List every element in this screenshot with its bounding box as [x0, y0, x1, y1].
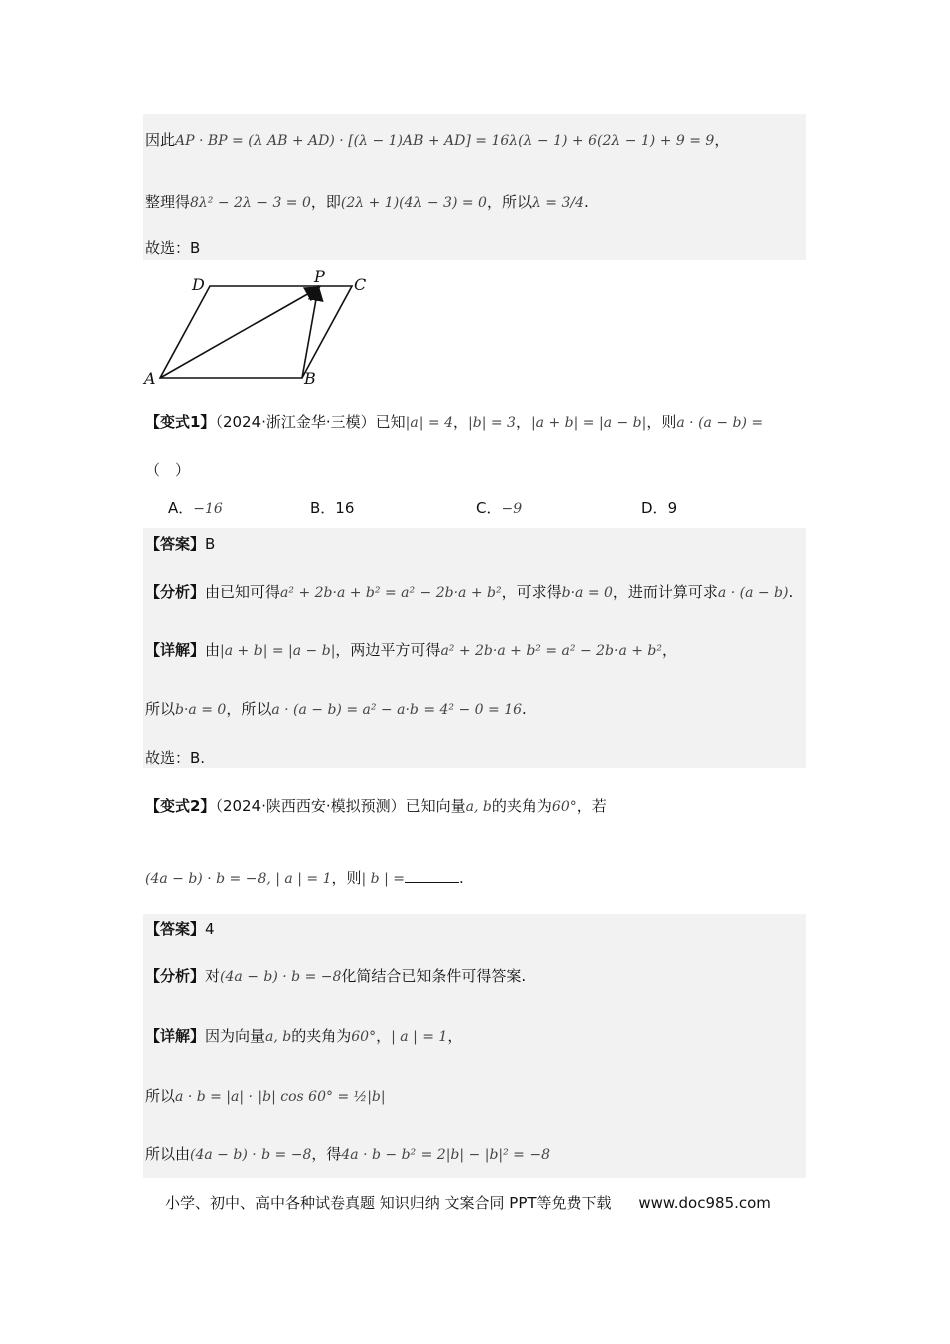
answer1-analysis: 【分析】由已知可得a² + 2b·a + b² = a² − 2b·a + b²，可求得b·a = 0，进而计算可求a · (a − b).	[145, 583, 794, 601]
answer1-line4: 所以b·a = 0，所以a · (a − b) = a² − a·b = 4² − 0 = 16.	[145, 700, 527, 718]
label-D: D	[192, 275, 205, 294]
solution-line-3: 故选：B	[145, 239, 201, 257]
option-C: C．−9	[476, 499, 523, 517]
math-formula: λ = 3/4	[531, 195, 585, 211]
answer2-line4: 所以a · b = |a| · |b| cos 60° = ½|b|	[145, 1087, 386, 1105]
answer2-line5: 所以由(4a − b) · b = −8，得4a · b − b² = 2|b| − |b|² = −8	[145, 1145, 551, 1163]
label-C: C	[354, 275, 367, 294]
solution-line-1: 因此AP · BP = (λ AB + AD) · [(λ − 1)AB + AD] = 16λ(λ − 1) + 6(2λ − 1) + 9 = 9，	[145, 131, 730, 149]
label-B: B	[304, 369, 316, 388]
variant1-paren: （ ）	[145, 461, 191, 479]
variant2-question-line1: 【变式2】（2024·陕西西安·模拟预测）已知向量a, b的夹角为60°，若	[145, 797, 607, 815]
answer1-answer: 【答案】B	[145, 535, 216, 553]
variant2-question-line2: (4a − b) · b = −8, | a | = 1，则| b | = .	[145, 869, 464, 887]
answer1-final: 故选：B.	[145, 749, 206, 767]
answer-blank[interactable]	[405, 868, 459, 883]
option-B: B．16	[310, 499, 355, 517]
solution-line-2: 整理得8λ² − 2λ − 3 = 0，即(2λ + 1)(4λ − 3) = 0，所以λ = 3/4.	[145, 193, 589, 211]
footer-text: 小学、初中、高中各种试卷真题 知识归纳 文案合同 PPT等免费下载	[165, 1194, 612, 1212]
label-P: P	[314, 267, 325, 286]
option-A: A．−16	[168, 499, 223, 517]
math-formula: 8λ² − 2λ − 3 = 0	[190, 195, 311, 211]
variant1-tag: 【变式1】	[145, 413, 216, 431]
label-A: A	[144, 369, 156, 388]
footer-site-link[interactable]: www.doc985.com	[638, 1194, 771, 1212]
answer2-analysis: 【分析】对(4a − b) · b = −8化简结合已知条件可得答案.	[145, 967, 527, 985]
variant1-question: 【变式1】（2024·浙江金华·三模）已知|a| = 4，|b| = 3，|a + b| = |a − b|，则a · (a − b) =	[145, 413, 764, 431]
answer1-detail: 【详解】由|a + b| = |a − b|，两边平方可得a² + 2b·a + b² = a² − 2b·a + b²，	[145, 641, 678, 659]
parallelogram-figure	[140, 264, 380, 390]
page-footer	[165, 1192, 771, 1213]
math-formula: (2λ + 1)(4λ − 3) = 0	[340, 195, 487, 211]
variant2-tag: 【变式2】	[145, 797, 216, 815]
answer2-answer: 【答案】4	[145, 920, 215, 938]
math-formula: AP · BP = (λ AB + AD) · [(λ − 1)AB + AD] = 16λ(λ − 1) + 6(2λ − 1) + 9 = 9	[175, 133, 715, 149]
parallelogram-outline	[160, 286, 352, 378]
answer2-detail: 【详解】因为向量a, b的夹角为60°，| a | = 1，	[145, 1027, 463, 1045]
option-D: D．9	[641, 499, 678, 517]
